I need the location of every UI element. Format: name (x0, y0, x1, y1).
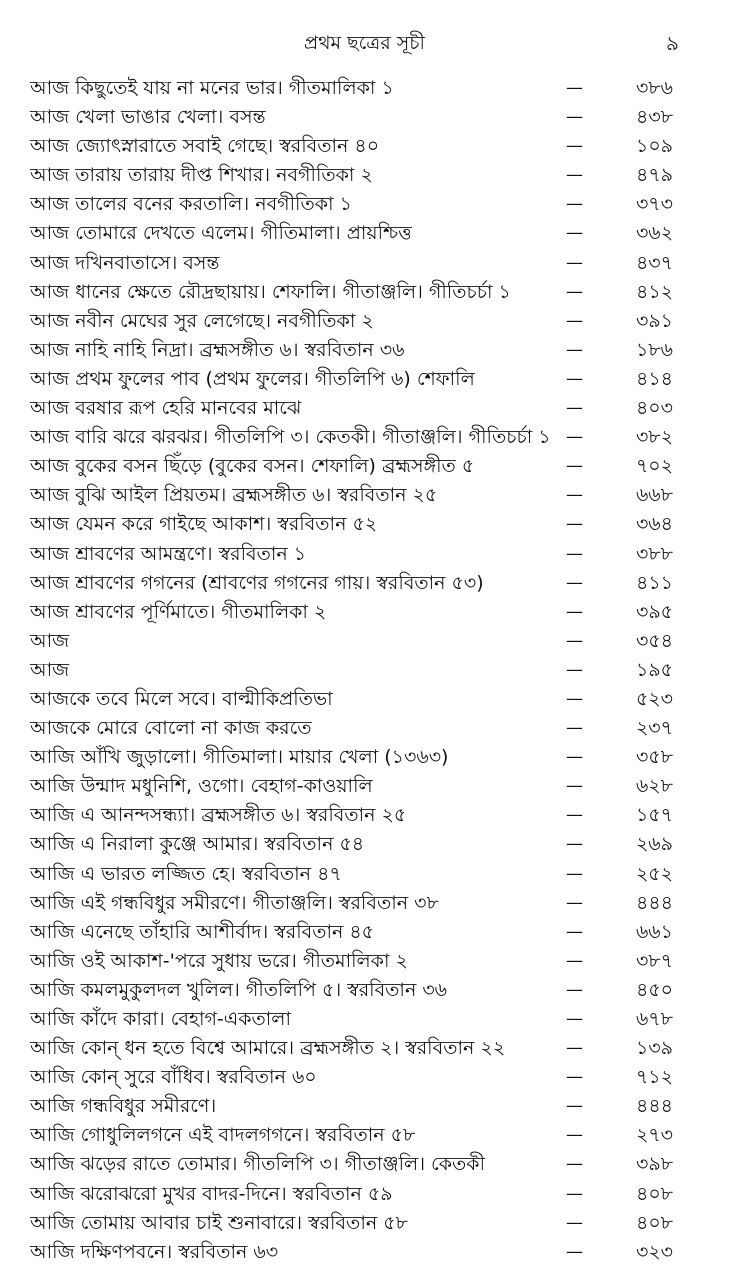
entry-dash: — (566, 1096, 583, 1117)
entry-dash: — (566, 718, 583, 739)
entry-page-number: ৩৯৫ (635, 600, 673, 623)
index-entry (0, 190, 729, 219)
index-entry (0, 918, 729, 947)
entry-dash: — (566, 223, 583, 244)
entry-dash: — (566, 107, 583, 128)
entry-page-number: ২৭৩ (635, 1124, 673, 1147)
entry-dash: — (566, 747, 583, 768)
entry-dash: — (566, 456, 583, 477)
entry-page-number: ১৯৫ (636, 658, 673, 681)
index-entry (0, 1121, 729, 1150)
entry-dash: — (566, 310, 583, 331)
entry-page-number: ৩৮৭ (635, 949, 673, 972)
entry-dash: — (566, 572, 583, 593)
entry-title: আজি এই গন্ধবিধুর সমীরণে। গীতাঞ্জলি। স্বরবিতান ৩৮ (30, 891, 439, 914)
entry-page-number: ৪১১ (636, 571, 673, 594)
entry-title: আজ খেলা ভাঙার খেলা। বসন্ত (30, 106, 266, 129)
entry-dash: — (566, 601, 583, 622)
entry-page-number: ১৮৬ (635, 338, 673, 361)
entry-title: আজ নবীন মেঘের সুর লেগেছে। নবগীতিকা ২ (30, 309, 374, 332)
entry-title: আজ বুঝি আইল প্রিয়তম। ব্রহ্মসঙ্গীত ৬। স্বরবিতান ২৫ (30, 484, 438, 507)
index-entry (0, 801, 729, 830)
entry-title: আজি ওই আকাশ-'পরে সুধায় ভরে। গীতমালিকা ২ (30, 949, 408, 972)
entry-page-number: ৩৫৮ (635, 746, 673, 769)
page-title: প্রথম ছত্রের সূচী (304, 32, 425, 54)
index-entry (0, 1034, 729, 1063)
entry-dash: — (566, 659, 583, 680)
index-entry (0, 103, 729, 132)
entry-title: আজ যেমন করে গাইছে আকাশ। স্বরবিতান ৫২ (30, 513, 378, 536)
entry-page-number: ৪০৩ (635, 397, 673, 420)
entry-title: আজ প্রথম ফুলের পাব (প্রথম ফুলের। গীতলিপি ৬) শেফালি (30, 367, 475, 390)
entry-dash: — (566, 950, 583, 971)
entry-title: আজ শ্রাবণের গগনের (শ্রাবণের গগনের গায়। স্বরবিতান ৫৩) (30, 571, 484, 594)
entry-page-number: ৪৩৭ (635, 251, 673, 274)
index-entry (0, 423, 729, 452)
first-line-index (0, 74, 729, 1267)
index-entry (0, 976, 729, 1005)
entry-dash: — (566, 921, 583, 942)
index-entry (0, 889, 729, 918)
entry-dash: — (566, 1241, 583, 1262)
index-entry (0, 598, 729, 627)
entry-title: আজ বরষার রূপ হেরি মানবের মাঝে (30, 397, 302, 420)
entry-title: আজি ঝড়ের রাতে তোমার। গীতলিপি ৩। গীতাঞ্জলি। কেতকী (30, 1153, 486, 1176)
entry-page-number: ৩৮৮ (635, 542, 673, 565)
entry-title: আজি কাঁদে কারা। বেহাগ-একতালা (30, 1008, 291, 1030)
entry-page-number: ৪০৮ (635, 1211, 673, 1234)
entry-dash: — (566, 339, 583, 360)
entry-dash: — (566, 1038, 583, 1059)
entry-page-number: ৪১২ (635, 280, 673, 303)
entry-page-number: ৪৩৮ (635, 106, 673, 129)
entry-title: আজ তালের বনের করতালি। নবগীতিকা ১ (30, 193, 352, 216)
index-entry (0, 161, 729, 190)
entry-page-number: ৩৭৩ (635, 193, 673, 216)
entry-title: আজি দক্ষিণপবনে। স্বরবিতান ৬৩ (30, 1240, 279, 1263)
index-entry (0, 132, 729, 161)
index-entry (0, 249, 729, 278)
entry-page-number: ৬২৮ (635, 775, 673, 798)
entry-title: আজ শ্রাবণের আমন্ত্রণে। স্বরবিতান ১ (30, 542, 307, 565)
index-entry (0, 307, 729, 336)
entry-dash: — (566, 485, 583, 506)
index-entry (0, 336, 729, 365)
entry-page-number: ৩৬৪ (635, 513, 673, 536)
entry-dash: — (566, 1183, 583, 1204)
index-entry (0, 278, 729, 307)
entry-dash: — (566, 630, 583, 651)
entry-title: আজি এ ভারত লজ্জিত হে। স্বরবিতান ৪৭ (30, 862, 342, 885)
entry-title: আজ কিছুতেই যায় না মনের ভার। গীতমালিকা ১ (30, 77, 394, 99)
entry-page-number: ১৩৯ (635, 1037, 673, 1060)
entry-title: আজ বারি ঝরে ঝরঝর। গীতলিপি ৩। কেতকী। গীতাঞ্জলি। গীতিচর্চা ১ (30, 426, 551, 449)
entry-title: আজকে মোরে বোলো না কাজ করতে (30, 717, 312, 740)
entry-dash: — (566, 543, 583, 564)
index-entry (0, 743, 729, 772)
entry-title: আজি কমলমুকুলদল খুলিল। গীতলিপি ৫। স্বরবিতান ৩৬ (30, 978, 448, 1001)
index-entry (0, 830, 729, 859)
index-entry (0, 1180, 729, 1209)
entry-title: আজ বুকের বসন ছিঁড়ে (বুকের বসন। শেফালি) ব্রহ্মসঙ্গীত ৫ (30, 455, 475, 478)
entry-dash: — (566, 1154, 583, 1175)
entry-dash: — (566, 863, 583, 884)
entry-dash: — (566, 368, 583, 389)
entry-page-number: ৩৫৪ (635, 629, 673, 652)
entry-title: আজি কোন্ ধন হতে বিশ্বে আমারে। ব্রহ্মসঙ্গীত ২। স্বরবিতান ২২ (30, 1037, 506, 1060)
index-entry (0, 656, 729, 685)
entry-title: আজ ধানের ক্ষেতে রৌদ্রছায়ায়। শেফালি। গীতাঞ্জলি। গীতিচর্চা ১ (30, 280, 511, 303)
index-entry (0, 1238, 729, 1267)
entry-title: আজ তারায় তারায় দীপ্ত শিখার। নবগীতিকা ২ (30, 164, 373, 187)
index-entry (0, 1005, 729, 1034)
entry-dash: — (566, 979, 583, 1000)
entry-page-number: ৩২৩ (635, 1240, 673, 1263)
entry-page-number: ১৫৭ (635, 804, 673, 827)
entry-page-number: ৬৬৮ (635, 484, 673, 507)
entry-title: আজ (30, 629, 70, 652)
index-entry (0, 510, 729, 539)
index-entry (0, 860, 729, 889)
entry-title: আজি আঁখি জুড়ালো। গীতিমালা। মায়ার খেলা (১৩৬৩) (30, 746, 449, 769)
entry-title: আজকে তবে মিলে সবে। বাল্মীকিপ্রতিভা (30, 687, 333, 710)
index-entry (0, 947, 729, 976)
index-entry (0, 569, 729, 598)
entry-dash: — (566, 136, 583, 157)
entry-title: আজি গন্ধবিধুর সমীরণে। (30, 1095, 217, 1118)
entry-page-number: ৫২৩ (635, 687, 673, 710)
entry-title: আজি কোন্ সুরে বাঁধিব। স্বরবিতান ৬০ (30, 1066, 317, 1089)
index-entry (0, 1063, 729, 1092)
entry-page-number: ৭০২ (635, 455, 673, 478)
entry-title: আজ নাহি নাহি নিদ্রা। ব্রহ্মসঙ্গীত ৬। স্বরবিতান ৩৬ (30, 338, 405, 361)
entry-dash: — (566, 252, 583, 273)
index-entry (0, 627, 729, 656)
entry-page-number: ২৩৭ (635, 717, 673, 740)
entry-page-number: ৪৪৪ (636, 1095, 673, 1118)
entry-page-number: ২৫২ (635, 862, 673, 885)
entry-title: আজি এ আনন্দসন্ধ্যা। ব্রহ্মসঙ্গীত ৬। স্বরবিতান ২৫ (30, 804, 407, 827)
entry-page-number: ৩৮৬ (635, 77, 673, 99)
entry-dash: — (566, 281, 583, 302)
entry-dash: — (566, 78, 583, 98)
entry-dash: — (566, 427, 583, 448)
entry-page-number: ১০৯ (635, 135, 673, 158)
entry-page-number: ৩৬২ (635, 222, 673, 245)
entry-dash: — (566, 688, 583, 709)
index-entry (0, 1209, 729, 1238)
index-entry (0, 540, 729, 569)
entry-title: আজি এনেছে তাঁহারি আশীর্বাদ। স্বরবিতান ৪৫ (30, 920, 375, 943)
index-entry (0, 1150, 729, 1179)
index-entry (0, 365, 729, 394)
entry-title: আজি ঝরোঝরো মুখর বাদর-দিনে। স্বরবিতান ৫৯ (30, 1182, 393, 1205)
entry-dash: — (566, 834, 583, 855)
index-entry (0, 481, 729, 510)
entry-page-number: ৪০৮ (635, 1182, 673, 1205)
index-entry (0, 74, 729, 103)
entry-title: আজ শ্রাবণের পূর্ণিমাতে। গীতমালিকা ২ (30, 600, 327, 623)
entry-page-number: ৬৬১ (635, 920, 673, 943)
index-entry (0, 394, 729, 423)
entry-dash: — (566, 1067, 583, 1088)
entry-page-number: ৪৪৪ (636, 891, 673, 914)
entry-dash: — (566, 776, 583, 797)
entry-dash: — (566, 1125, 583, 1146)
entry-dash: — (566, 165, 583, 186)
entry-dash: — (566, 1009, 583, 1029)
entry-page-number: ৭১২ (635, 1066, 673, 1089)
entry-title: আজ (30, 658, 70, 681)
index-entry (0, 685, 729, 714)
entry-title: আজি গোধুলিলগনে এই বাদলগগনে। স্বরবিতান ৫৮ (30, 1124, 416, 1147)
entry-page-number: ৩৯৮ (635, 1153, 673, 1176)
entry-title: আজ দখিনবাতাসে। বসন্ত (30, 251, 220, 274)
index-entry (0, 452, 729, 481)
index-entry (0, 1092, 729, 1121)
entry-title: আজ তোমারে দেখতে এলেম। গীতিমালা। প্রায়শ্চিত্ত (30, 222, 412, 245)
entry-dash: — (566, 194, 583, 215)
index-entry (0, 714, 729, 743)
entry-dash: — (566, 398, 583, 419)
entry-page-number: ২৬৯ (635, 833, 673, 856)
entry-page-number: ৪৭৯ (635, 164, 673, 187)
entry-dash: — (566, 892, 583, 913)
index-entry (0, 219, 729, 248)
entry-page-number: ৩৮২ (635, 426, 673, 449)
entry-page-number: ৬৭৮ (635, 1008, 673, 1030)
entry-page-number: ৪৫০ (635, 978, 673, 1001)
entry-dash: — (566, 1212, 583, 1233)
index-entry (0, 772, 729, 801)
entry-page-number: ৩৯১ (635, 309, 673, 332)
entry-title: আজি এ নিরালা কুঞ্জে আমার। স্বরবিতান ৫৪ (30, 833, 365, 856)
entry-title: আজি তোমায় আবার চাই শুনাবারে। স্বরবিতান ৫৮ (30, 1211, 408, 1234)
entry-dash: — (566, 805, 583, 826)
entry-title: আজি উন্মাদ মধুনিশি, ওগো। বেহাগ-কাওয়ালি (30, 775, 373, 798)
page-number: ৯ (666, 31, 679, 55)
entry-title: আজ জ্যোৎস্নারাতে সবাই গেছে। স্বরবিতান ৪০ (30, 135, 380, 158)
entry-dash: — (566, 514, 583, 535)
entry-page-number: ৪১৪ (636, 367, 673, 390)
page-header (0, 28, 729, 58)
